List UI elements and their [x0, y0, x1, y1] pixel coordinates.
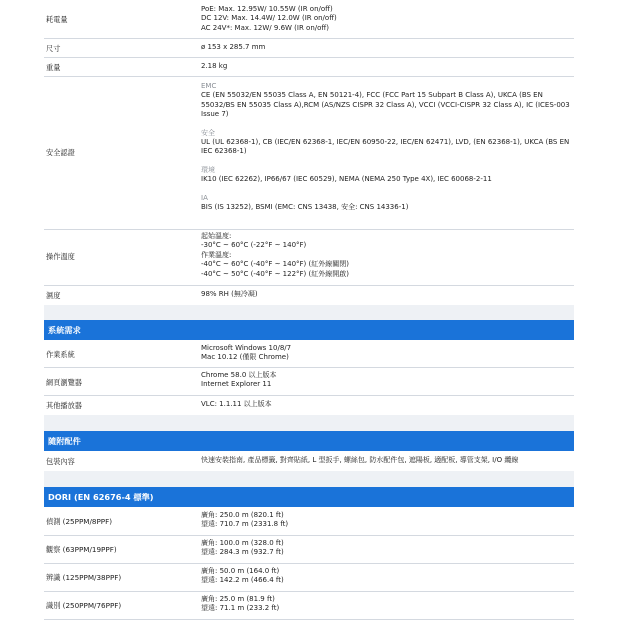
spec-value — [201, 5, 572, 33]
section-gap — [44, 415, 574, 431]
spec-line: Mac 10.12 (僅限 Chrome) — [201, 353, 289, 362]
spec-line: -40°C ~ 60°C (-40°F ~ 140°F) (紅外線關閉) — [201, 260, 349, 269]
spec-value: 2.18 kg — [201, 62, 228, 70]
spec-row-operating-temp — [44, 229, 574, 286]
spec-line: 望遠: 71.1 m (233.2 ft) — [201, 604, 280, 613]
spec-value: 快速安裝指南, 產品標籤, 對齊貼紙, L 型扳手, 螺絲包, 防水配件包, 遮陽板, 適配板, 導管支架, I/O 纜線 — [201, 456, 519, 464]
cert-text: BIS (IS 13252), BSMI (EMC: CNS 13438, 安全: CNS 14336-1) — [201, 203, 409, 212]
spec-line: 望遠: 284.3 m (932.7 ft) — [201, 548, 284, 557]
section-header-system — [44, 320, 574, 340]
spec-line: 作業溫度: — [201, 250, 232, 259]
spec-label: 安全認證 — [46, 148, 75, 157]
spec-row-os — [44, 340, 574, 368]
section-header-accessories — [44, 431, 574, 451]
spec-value — [201, 595, 572, 614]
spec-label: 操作溫度 — [46, 252, 75, 261]
cert-text: UL (UL 62368-1), CB (IEC/EN 62368-1, IEC/EN 60950-22, IEC/EN 62471), LVD, (EN 62368-1), UKCA (BS EN IEC 62368-1) — [201, 138, 570, 156]
spec-value — [201, 344, 572, 363]
spec-line: 起始溫度: — [201, 232, 232, 240]
spec-value — [201, 511, 572, 530]
spec-value — [201, 371, 572, 390]
dori-row — [44, 563, 574, 592]
dori-row — [44, 535, 574, 564]
spec-row-browser — [44, 367, 574, 396]
spec-label: 耗電量 — [46, 15, 68, 24]
spec-line: -30°C ~ 60°C (-22°F ~ 140°F) — [201, 241, 307, 250]
spec-line: Chrome 58.0 以上版本 — [201, 371, 277, 379]
section-title: DORI (EN 62676-4 標準) — [48, 492, 154, 502]
spec-label: 觀察 (63PPM/19PPF) — [46, 545, 117, 554]
spec-line: 廣角: 25.0 m (81.9 ft) — [201, 595, 275, 603]
spec-line: -40°C ~ 50°C (-40°F ~ 122°F) (紅外線開啟) — [201, 269, 349, 278]
spec-line: PoE: Max. 12.95W/ 10.55W (IR on/off) — [201, 5, 333, 13]
cert-text: IK10 (IEC 62262), IP66/67 (IEC 60529), NEMA (NEMA 250 Type 4X), IEC 60068-2-11 — [201, 175, 492, 184]
spec-line: DC 12V: Max. 14.4W/ 12.0W (IR on/off) — [201, 14, 337, 23]
spec-line: 廣角: 250.0 m (820.1 ft) — [201, 511, 284, 519]
spec-label: 尺寸 — [46, 44, 61, 53]
spec-label: 重量 — [46, 63, 61, 72]
cert-category: EMC — [201, 82, 217, 90]
spec-value — [201, 232, 572, 279]
spec-row-humidity — [44, 285, 574, 306]
spec-label: 偵測 (25PPM/8PPF) — [46, 517, 113, 526]
spec-row-package — [44, 451, 574, 472]
cert-category: IA — [201, 193, 208, 202]
cert-category: 安全 — [201, 128, 215, 137]
spec-label: 辨識 (125PPM/38PPF) — [46, 573, 122, 582]
spec-label: 其他播放器 — [46, 401, 82, 410]
spec-value — [201, 82, 572, 212]
spec-row-player — [44, 395, 574, 416]
spec-value: ø 153 x 285.7 mm — [201, 43, 266, 51]
spec-value: VLC: 1.1.11 以上版本 — [201, 400, 272, 408]
cert-text: CE (EN 55032/EN 55035 Class A, EN 50121-4), FCC (FCC Part 15 Subpart B Class A), UKCA (BS EN 55032/BS EN 55035 Class A),RCM (AS/NZS CISPR 32 Class A), VCCI (VCCI-CISPR 32 Class A), IC (ICES-003 Issue 7) — [201, 91, 570, 119]
section-header-dori — [44, 487, 574, 507]
spec-line: Microsoft Windows 10/8/7 — [201, 344, 292, 352]
spec-value: 98% RH (無冷凝) — [201, 290, 258, 298]
spec-row-weight — [44, 57, 574, 77]
spec-line: Internet Explorer 11 — [201, 380, 272, 389]
spec-row-certification — [44, 76, 574, 230]
section-title: 系統需求 — [48, 325, 81, 335]
dori-row — [44, 507, 574, 536]
section-gap — [44, 305, 574, 320]
section-gap — [44, 471, 574, 487]
spec-row-power — [44, 0, 574, 39]
spec-line: 望遠: 710.7 m (2331.8 ft) — [201, 520, 289, 529]
spec-label: 識別 (250PPM/76PPF) — [46, 601, 122, 610]
spec-value — [201, 539, 572, 558]
spec-line: AC 24V*: Max. 12W/ 9.6W (IR on/off) — [201, 23, 329, 32]
spec-label: 包裝內容 — [46, 457, 75, 466]
section-title: 隨附配件 — [48, 436, 81, 446]
spec-row-dimensions — [44, 38, 574, 58]
spec-line: 廣角: 100.0 m (328.0 ft) — [201, 539, 284, 547]
spec-line: 望遠: 142.2 m (466.4 ft) — [201, 576, 284, 585]
spec-label: 網頁瀏覽器 — [46, 378, 82, 387]
cert-category: 環境 — [201, 165, 215, 174]
spec-value — [201, 567, 572, 586]
spec-line: 廣角: 50.0 m (164.0 ft) — [201, 567, 280, 575]
spec-label: 濕度 — [46, 291, 61, 300]
dori-row — [44, 591, 574, 620]
spec-label: 作業系統 — [46, 350, 75, 359]
